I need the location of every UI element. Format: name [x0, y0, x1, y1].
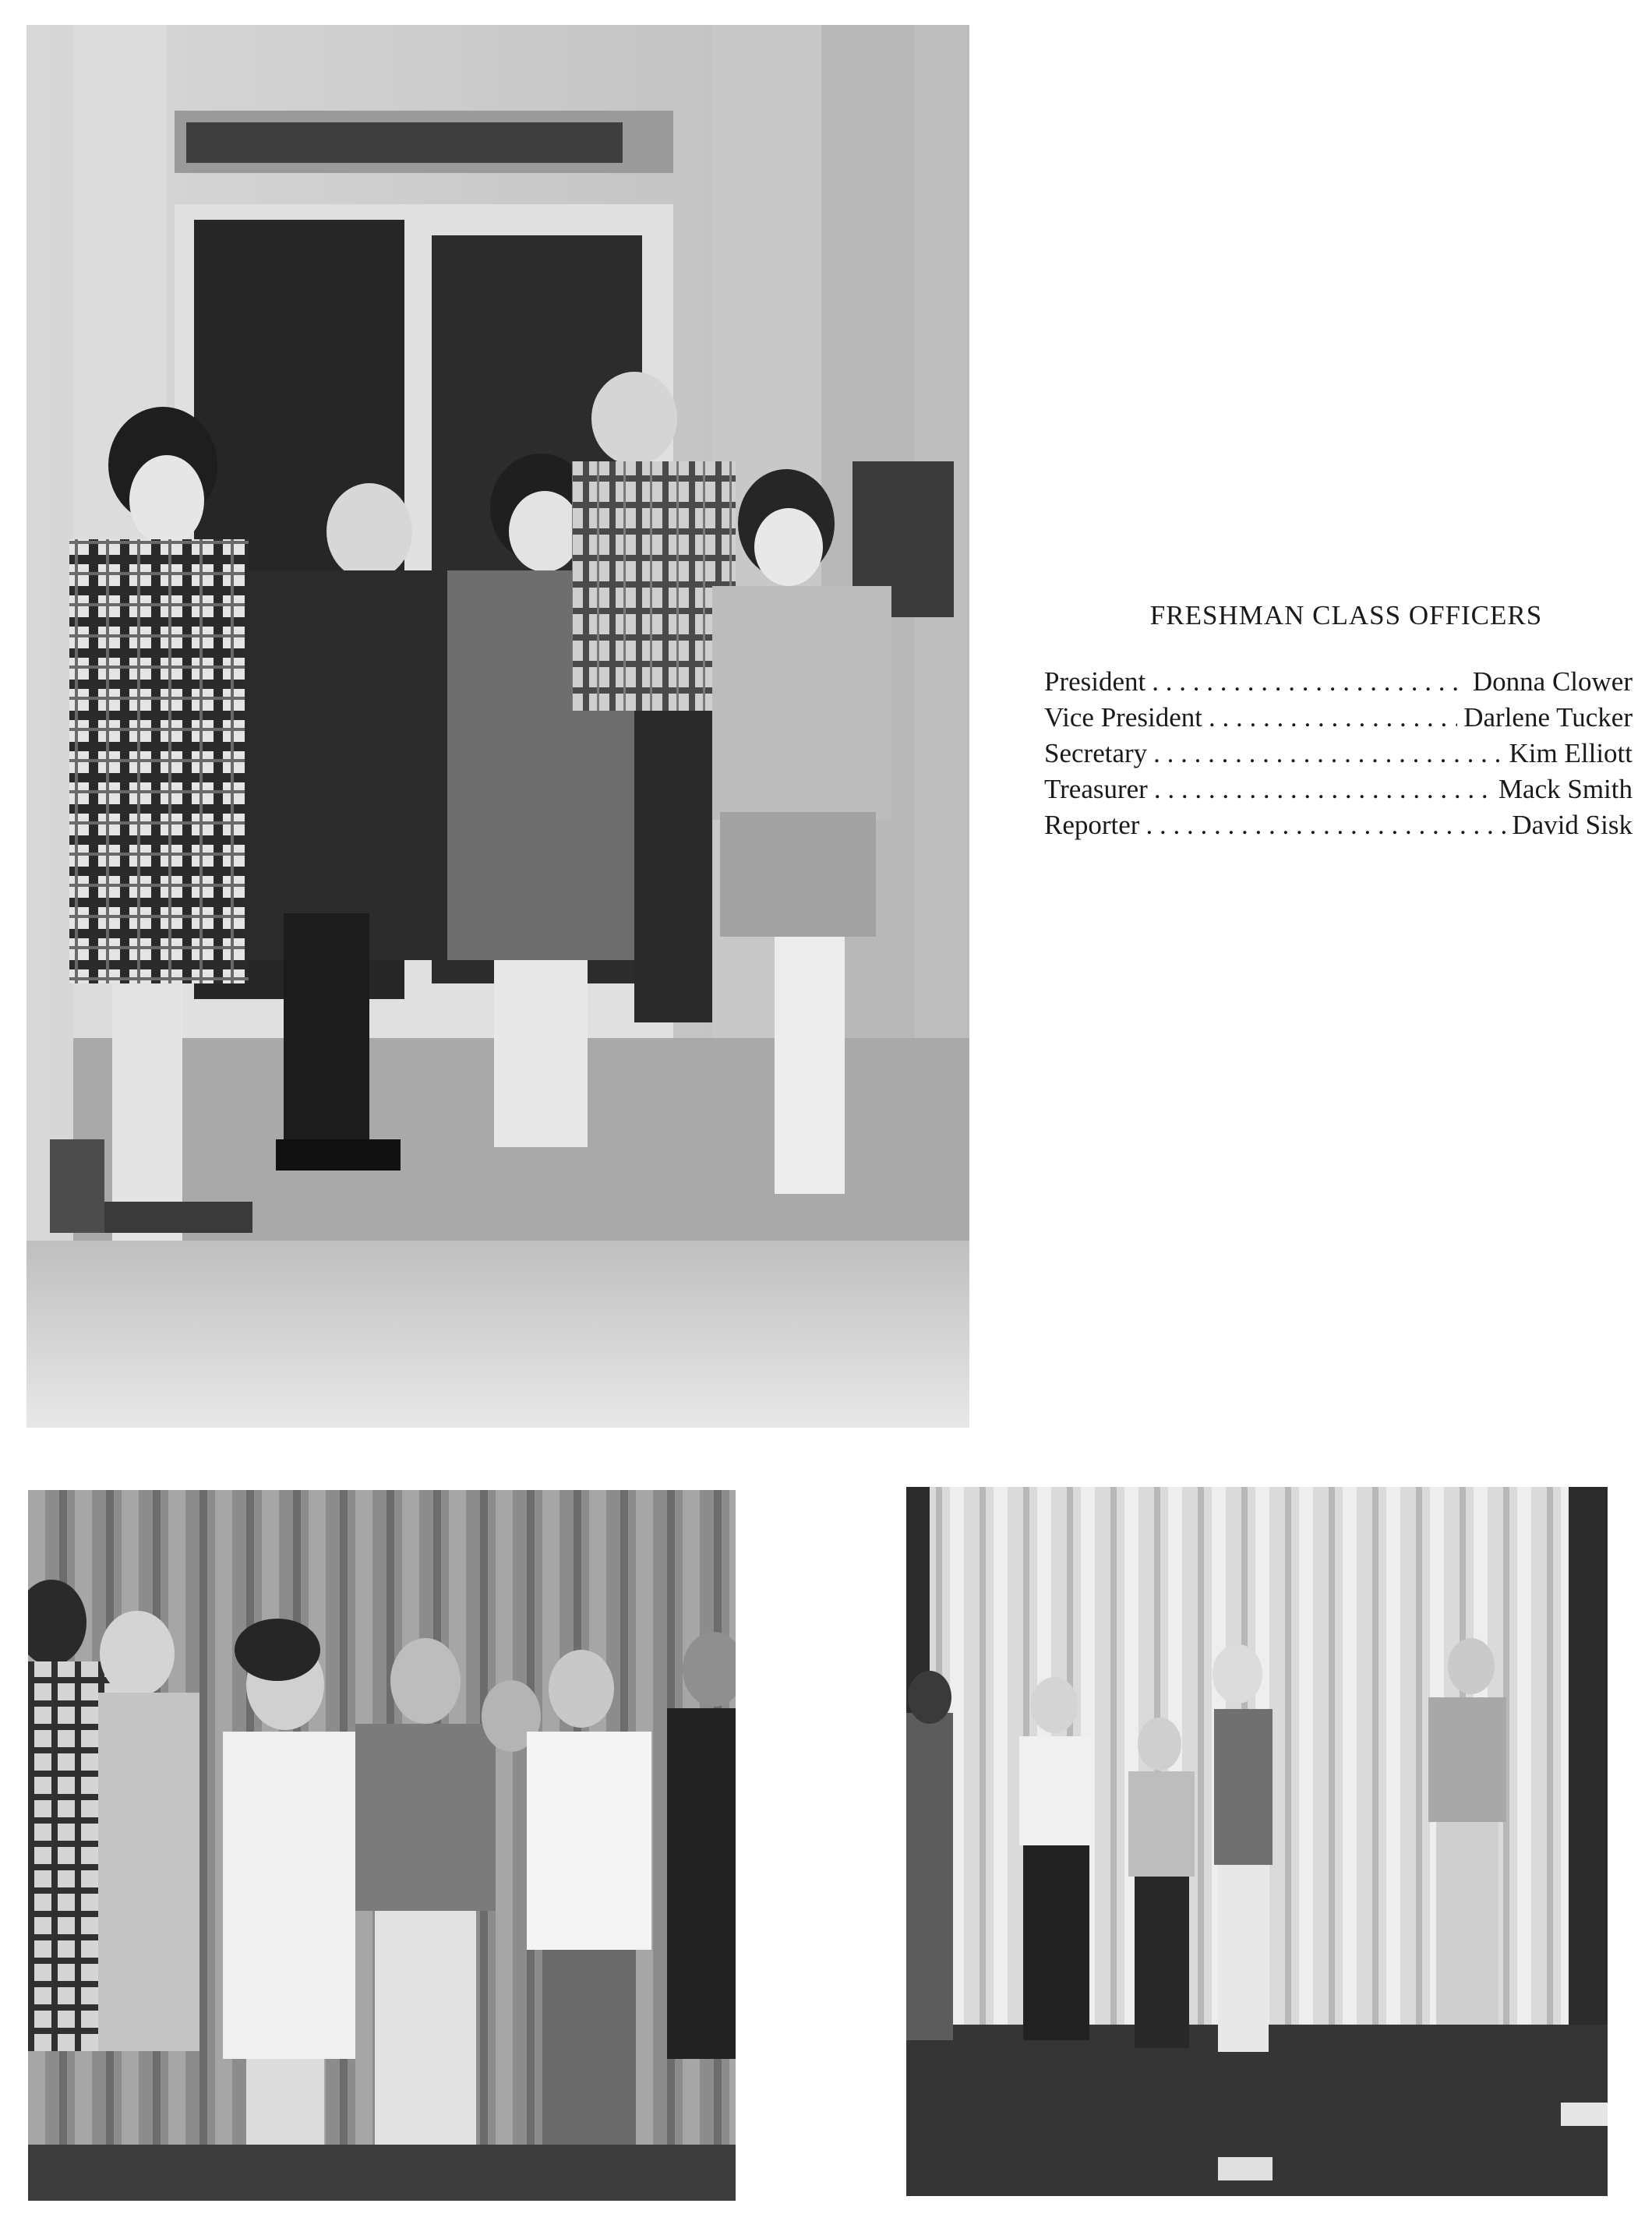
leader-dots — [1145, 807, 1506, 843]
stage-group-photo — [28, 1490, 736, 2201]
officer-role: President — [1044, 666, 1146, 697]
stage-performance-photo — [906, 1487, 1608, 2196]
officer-name: Kim Elliott — [1509, 738, 1633, 768]
officer-role: Vice President — [1044, 702, 1202, 733]
officer-role: Treasurer — [1044, 774, 1148, 804]
officer-role: Secretary — [1044, 738, 1148, 768]
officers-photo — [26, 25, 969, 1428]
officer-row-secretary — [1044, 736, 1633, 772]
leader-dots — [1153, 736, 1502, 772]
officer-name: David Sisk — [1512, 810, 1633, 840]
officers-photo-image — [26, 25, 969, 1428]
officer-name: Darlene Tucker — [1463, 702, 1633, 733]
officer-row-reporter — [1044, 807, 1633, 843]
officers-list — [1044, 600, 1633, 843]
officer-role: Reporter — [1044, 810, 1140, 840]
leader-dots — [1154, 772, 1492, 807]
leader-dots — [1209, 700, 1457, 736]
stage-group-photo-image — [28, 1490, 736, 2201]
officer-name: Donna Clower — [1472, 666, 1633, 697]
leader-dots — [1152, 664, 1467, 700]
officer-row-president — [1044, 664, 1633, 700]
officer-name: Mack Smith — [1498, 774, 1633, 804]
officer-row-treasurer — [1044, 772, 1633, 807]
officers-title: FRESHMAN CLASS OFFICERS — [1149, 600, 1543, 630]
officer-row-vice-president — [1044, 700, 1633, 736]
stage-performance-photo-image — [906, 1487, 1608, 2196]
